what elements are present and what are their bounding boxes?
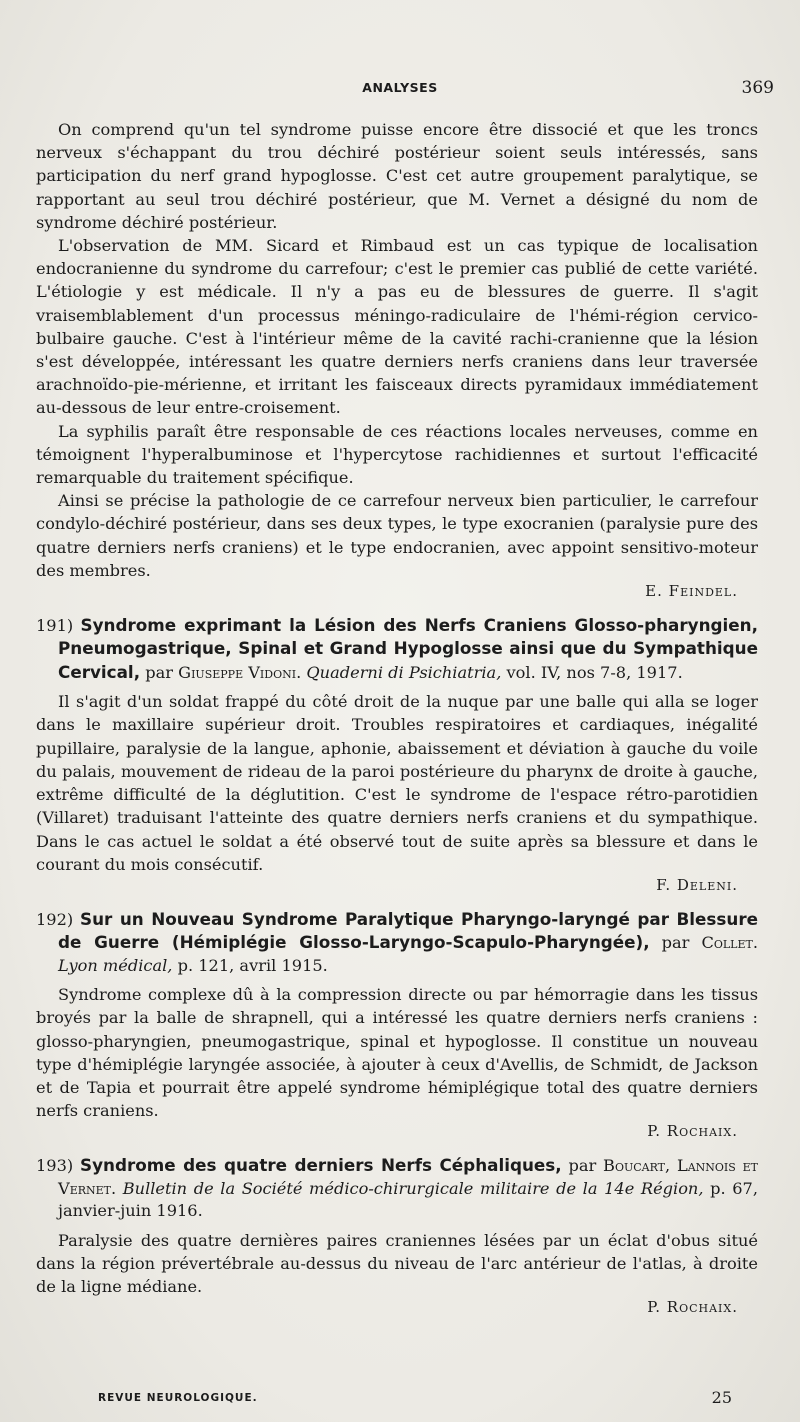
- page-content: [36, 118, 758, 1316]
- entry-193-signature: P. Rochaix.: [647, 1298, 738, 1317]
- entry-193-text: Paralysie des quatre dernières paires craniennes lésées par un éclat d'obus situé dans la région prévertébrale au-dessus du niveau de l'arc antérieur de l'atlas, à droite de la ligne médiane.: [36, 1230, 758, 1296]
- intro-paragraph-3: La syphilis paraît être responsable de ces réactions locales nerveuses, comme en témoignent l'hyperalbuminose et l'hypercytose rachidiennes et surtout l'efficacité remarquable du traitement spécifique.: [36, 421, 758, 488]
- entry-reference: p. 67, janvier-juin 1916.: [58, 1178, 758, 1221]
- entry-191-heading: [36, 614, 758, 684]
- entry-journal: Lyon médical,: [58, 955, 173, 975]
- footer-signature-mark: 25: [711, 1388, 732, 1407]
- entry-reference: p. 121, avril 1915.: [177, 955, 328, 975]
- entry-number: 192): [36, 909, 74, 929]
- entry-193-heading: [36, 1154, 758, 1222]
- intro-signature: E. Feindel.: [645, 582, 738, 601]
- entry-par: par: [568, 1156, 597, 1176]
- intro-paragraph-1: On comprend qu'un tel syndrome puisse encore être dissocié et que les troncs nerveux s'échappant du trou déchiré postérieur soient seuls intéressés, sans participation du nerf grand hypoglosse. C'est cet autre groupement paralytique, se rapportant au seul trou déchiré postérieur, que M. Vernet a désigné du nom de syndrome déchiré postérieur.: [36, 120, 758, 232]
- entry-title: Sur un Nouveau Syndrome Paralytique Pharyngo-laryngé par Blessure de Guerre (Hémiplégie Glosso-Laryngo-Scapulo-Pharyngée),: [58, 908, 758, 953]
- entry-number: 193): [36, 1156, 74, 1176]
- entry-number: 191): [36, 616, 74, 636]
- entry-par: par: [661, 933, 690, 953]
- footer-journal-name: REVUE NEUROLOGIQUE.: [98, 1392, 258, 1404]
- page-footer: [46, 1388, 746, 1412]
- entry-192-heading: [36, 908, 758, 977]
- entry-192-signature: P. Rochaix.: [647, 1122, 738, 1141]
- page-number: 369: [741, 78, 774, 98]
- running-header: [0, 78, 800, 100]
- entry-title: Syndrome des quatre derniers Nerfs Céphaliques,: [80, 1155, 562, 1176]
- entry-192-text: Syndrome complexe dû à la compression directe ou par hémorragie dans les tissus broyés par la balle de shrapnell, qui a intéressé les quatre derniers nerfs craniens : glosso-pharyngien, pneumogastrique, spinal et hypoglosse. Il constitue un nouveau type d'hémiplégie laryngée associée, à ajouter à ceux d'Avellis, de Schmidt, de Jackson et de Tapia et pourrait être appelé syndrome hémiplégique total des quatre derniers nerfs craniens.: [36, 985, 758, 1121]
- entry-191-signature: F. Deleni.: [656, 875, 738, 894]
- intro-paragraph-4: Ainsi se précise la pathologie de ce carrefour nerveux bien particulier, le carrefour condylo-déchiré postérieur, dans ses deux types, le type exocranien (paralysie pure des quatre derniers nerfs craniens) et le type endocranien, avec appoint sensitivo-moteur des membres.: [36, 491, 758, 580]
- entry-author: Collet.: [701, 933, 758, 953]
- entry-title: Syndrome exprimant la Lésion des Nerfs Craniens Glosso-pharyngien, Pneumogastrique, Spinal et Grand Hypoglosse ainsi que du Sympathique Cervical,: [58, 615, 758, 682]
- entry-journal: Bulletin de la Société médico-chirurgicale militaire de la 14e Région,: [122, 1178, 704, 1198]
- entry-journal: Quaderni di Psichiatria,: [306, 662, 502, 682]
- entry-author: Giuseppe Vidoni.: [178, 662, 302, 682]
- intro-paragraph-2: L'observation de MM. Sicard et Rimbaud est un cas typique de localisation endocranienne du syndrome du carrefour; c'est le premier cas publié de cette variété. L'étiologie y est médicale. Il n'y a pas eu de blessures de guerre. Il s'agit vraisemblablement d'un processus méningo-radiculaire de l'hémi-région cervico-bulbaire gauche. C'est à l'intérieur même de la cavité rachi-cranienne que la lésion s'est développée, intéressant les quatre derniers nerfs craniens dans leur traversée arachnoïdo-pie-mérienne, et irritant les faisceaux directs pyramidaux immédiatement au-dessous de leur entre-croisement.: [36, 236, 758, 418]
- entry-reference: vol. IV, nos 7-8, 1917.: [506, 662, 683, 682]
- entry-author: Boucart, Lannois et Vernet.: [58, 1156, 758, 1198]
- entry-191-text: Il s'agit d'un soldat frappé du côté droit de la nuque par une balle qui alla se loger dans le maxillaire supérieur droit. Troubles respiratoires et cardiaques, inégalité pupillaire, paralysie de la langue, aphonie, abaissement et déviation à gauche du voile du palais, mouvement de rideau de la paroi postérieure du pharynx de droite à gauche, extrême difficulté de la déglutition. C'est le syndrome de l'espace rétro-parotidien (Villaret) traduisant l'atteinte des quatre derniers nerfs craniens et du sympathique. Dans le cas actuel le soldat a été observé tout de suite après sa blessure et dans le courant du mois consécutif.: [36, 692, 758, 874]
- header-title: ANALYSES: [362, 80, 438, 95]
- entry-par: par: [145, 662, 173, 682]
